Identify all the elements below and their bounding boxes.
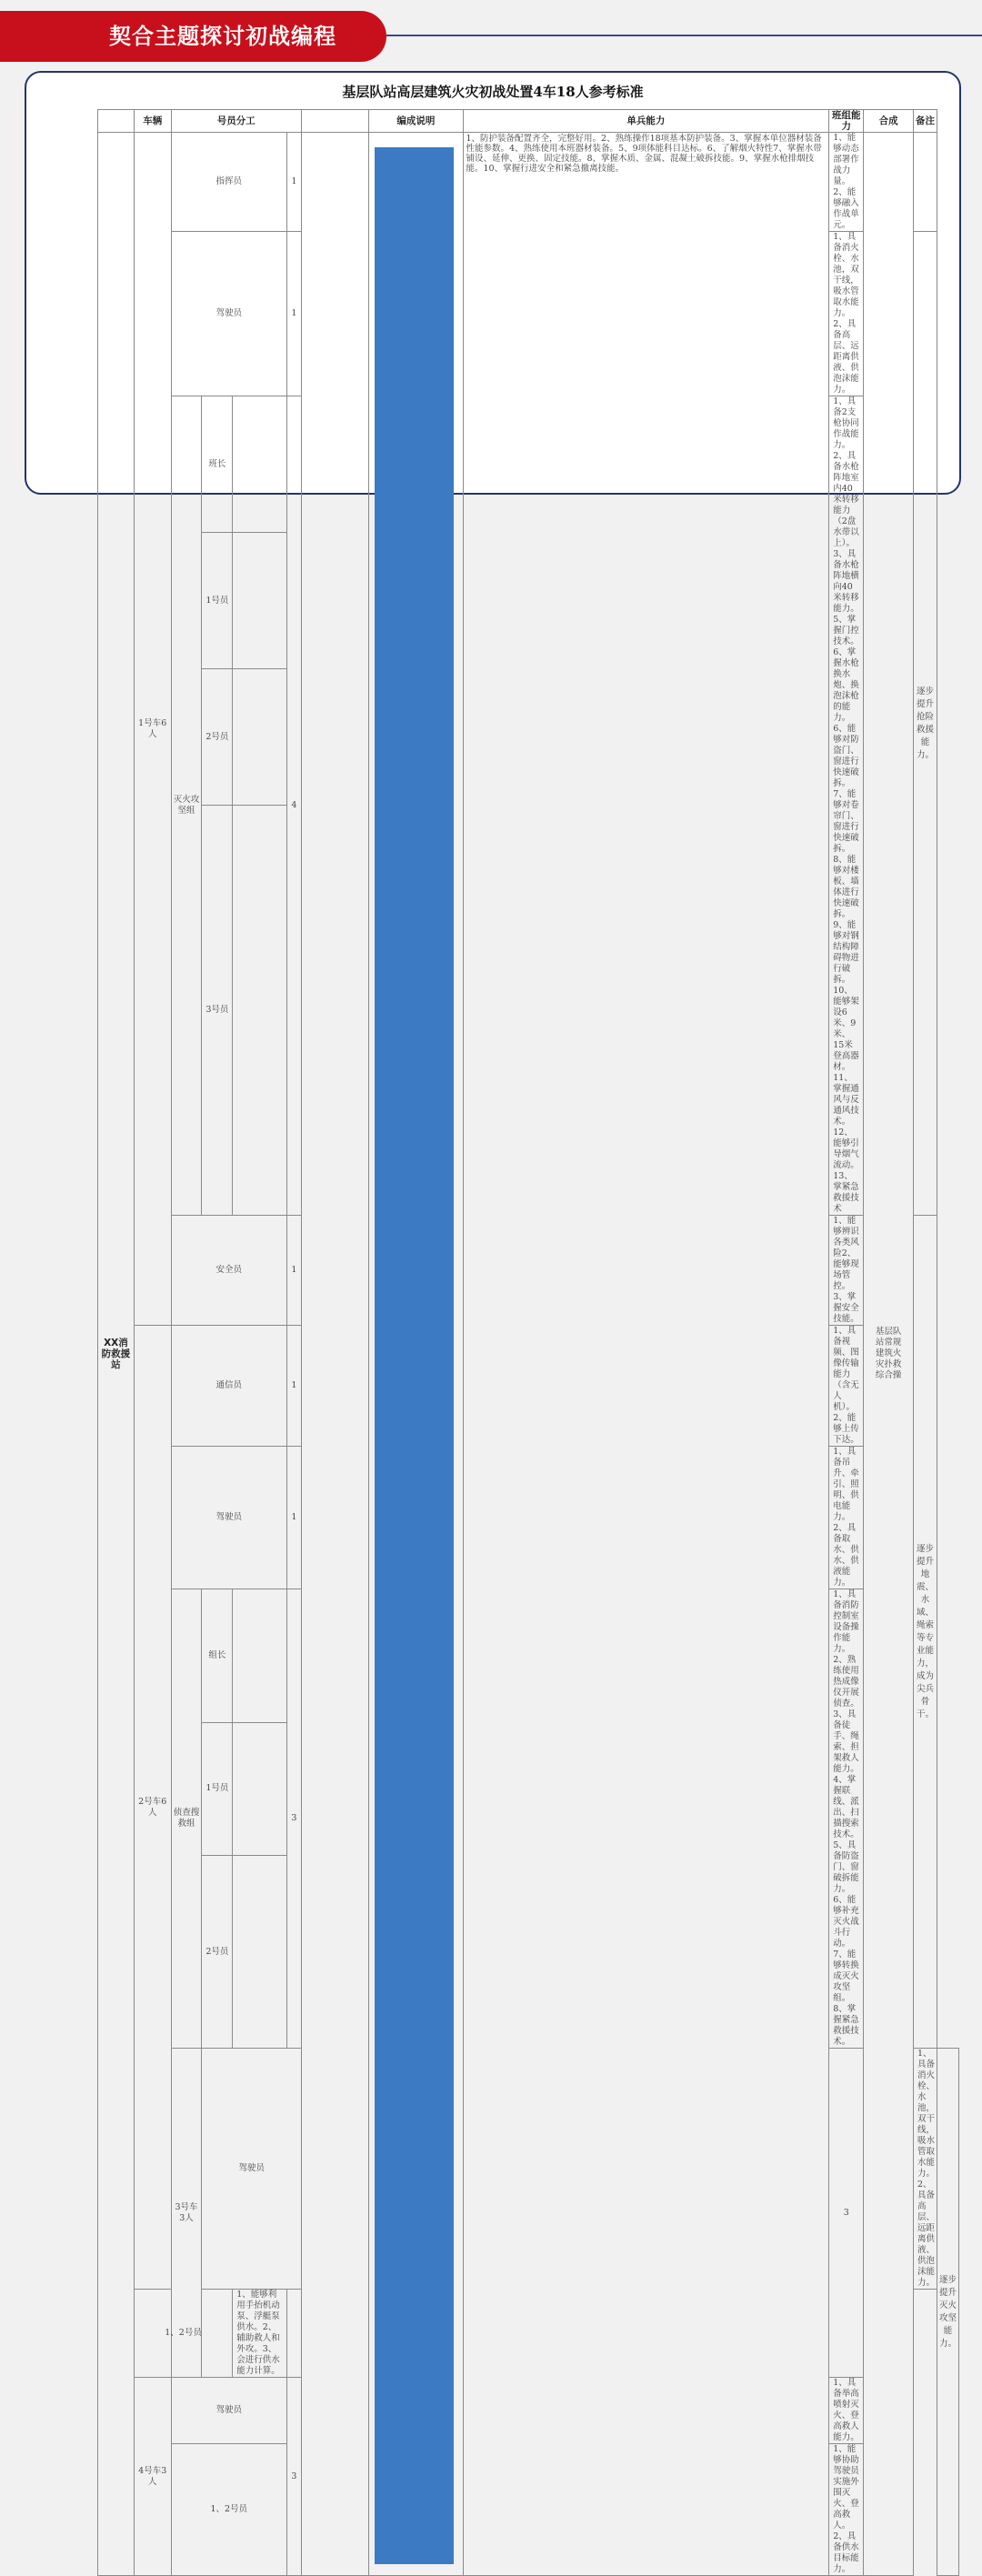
- empty-cell: [233, 1856, 287, 2049]
- header-compile: 编成说明: [369, 110, 463, 133]
- car2-group: 侦查搜救组: [171, 1589, 202, 2049]
- standards-table: [97, 109, 959, 2576]
- team-row-8: 1、具备消火栓、水池，双干线，吸水管取水能力。2、具备高层、远距离供液、供泡沫能力。: [914, 2049, 937, 2290]
- car1-label: 1号车6人: [134, 133, 171, 1326]
- team-row-5: 1、具备视频、图像传输能力（含无人机）。2、能够上传下达。: [829, 1326, 864, 1447]
- car3-count: 3: [829, 2049, 864, 2378]
- spacer-column: [301, 133, 368, 2576]
- car2-comm-count: 1: [286, 1326, 301, 1447]
- empty-cell: [233, 533, 287, 669]
- car2-driver: 驾驶员: [171, 1447, 286, 1589]
- car1-member-1: 1号员: [202, 533, 233, 669]
- team-row-3: 1、具备2支枪协同作战能力。2、具备水枪阵地室内40米转移能力（2盘水带以上）。3、具备水枪阵地横向40米转移能力。5、掌握门控技术。6、掌握水枪换水炮、换泡沫枪的能力。6、能够对防盗门、窗进行快速破拆。7、能够对卷帘门、窗进行快速破拆。8、能够对楼板、墙体进行快速破拆。9、能够对钢结构障碍物进行破拆。10、能够架设6米、9米、15米登高器材。11、掌握通风与反通风技术。12、能够引导烟气流动。13、掌紧急救援技术: [829, 396, 864, 1216]
- table-title: 基层队站高层建筑火灾初战处置4车18人参考标准: [342, 84, 644, 100]
- team-row-1: 1、能够动态部署作战力量。2、能够融入作战单元。: [829, 133, 864, 232]
- header-remark: 备注: [914, 110, 937, 133]
- team-row-6: 1、具备吊升、牵引、照明、供电能力。2、具备取水、供水、供液能力。: [829, 1447, 864, 1589]
- car3-driver: 驾驶员: [202, 2049, 301, 2290]
- header-spacer: [301, 110, 368, 133]
- car4-members: 1、2号员: [171, 2444, 286, 2576]
- header-team: 班组能力: [829, 110, 864, 133]
- car1-leader: 班长: [202, 396, 233, 533]
- table-container: [97, 109, 959, 2576]
- car4-label: 4号车3人: [134, 2378, 171, 2576]
- header-divider: [386, 35, 982, 36]
- compile-bar: [375, 147, 453, 2564]
- corner-cell: [98, 110, 135, 133]
- car1-driver-count: 1: [286, 232, 301, 396]
- car2-group-count: 3: [286, 1589, 301, 2049]
- car3-label: 3号车3人: [171, 2049, 202, 2378]
- car2-comm: 通信员: [171, 1326, 286, 1447]
- car2-safety-count: 1: [286, 1216, 301, 1326]
- page-title: 契合主题探讨初战编程: [109, 24, 336, 49]
- header-vehicle: 车辆: [134, 110, 171, 133]
- car2-safety: 安全员: [171, 1216, 286, 1326]
- content-card: [25, 71, 961, 2574]
- team-row-9: 1、能够利用手抬机动泵、浮艇泵供水。2、辅助救人和外攻。3、会进行供水能力计算。: [233, 2290, 287, 2378]
- remark-3: 逐步提升灭火攻坚能力。: [937, 2049, 959, 2576]
- station-name: XX消防救援站: [98, 133, 135, 2576]
- car1-commander-count: 1: [286, 133, 301, 232]
- car1-member-2: 2号员: [202, 669, 233, 806]
- header-individual: 单兵能力: [463, 110, 829, 133]
- car1-group-count: 4: [286, 396, 301, 1216]
- car2-label: 2号车6人: [134, 1326, 171, 2290]
- car1-group: 灭火攻坚组: [171, 396, 202, 1216]
- car1-member-3: 3号员: [202, 806, 233, 1216]
- car1-commander: 指挥员: [171, 133, 286, 232]
- car2-leader: 组长: [202, 1589, 233, 1723]
- header-member: 号员分工: [171, 110, 301, 133]
- empty-cell: [233, 669, 287, 806]
- car2-member-1: 1号员: [202, 1722, 233, 1856]
- team-row-4: 1、能够辨识各类风险2、能够现场管控。3、掌握安全技能。: [829, 1216, 864, 1326]
- remark-1: 逐步提升抢险救援能力。: [914, 232, 937, 1216]
- empty-cell: [233, 396, 287, 533]
- team-row-7: 1、具备消防控制室设备操作能力。2、熟练使用热成像仪开展侦查。3、具备徒手、绳索、担架救人能力。4、掌握联线、派出、扫描搜索技术。5、具备防盗门、窗破拆能力。6、能够补充灭火战斗行动。7、能够转换成灭火攻坚组。8、掌握紧急救援技术。: [829, 1589, 864, 2049]
- remark-empty: [914, 133, 937, 232]
- car3-members: 1、2号员: [134, 2290, 232, 2378]
- car4-count: 3: [286, 2378, 301, 2576]
- empty-cell: [233, 806, 287, 1216]
- title-banner: [0, 11, 386, 62]
- empty-cell: [233, 1589, 287, 1723]
- team-row-10: 1、具备举高喷射灭火、登高救人能力。: [829, 2378, 864, 2444]
- combine-text: 基层队站常规建筑火灾扑救综合操: [864, 133, 914, 2576]
- remark-2: 逐步提升地震、水域、绳索等专业能力，成为尖兵骨干。: [914, 1216, 937, 2049]
- car2-member-2: 2号员: [202, 1856, 233, 2049]
- compile-column: [369, 133, 463, 2576]
- car2-driver-count: 1: [286, 1447, 301, 1589]
- car1-driver: 驾驶员: [171, 232, 286, 396]
- individual-ability: 1、防护装备配置齐全，完整好用。2、熟练操作18项基本防护装备。3、掌握本单位器材装备性能参数。4、熟练使用本班器材装备。5、9项体能科目达标。6、了解烟火特性7、掌握水带铺设、延伸、更换、固定技能。8、掌握木质、金属、混凝土破拆技能。9、掌握水枪排烟技能。10、掌握行进安全和紧急撤离技能。: [463, 133, 829, 2576]
- header-combine: 合成: [864, 110, 914, 133]
- team-row-2: 1、具备消火栓、水池，双干线，吸水管取水能力。2、具备高层、远距离供液、供泡沫能力。: [829, 232, 864, 396]
- car4-driver: 驾驶员: [171, 2378, 286, 2444]
- team-row-11: 1、能够协助驾驶员实施外围灭火、登高救人。2、具备供水目标能力。: [829, 2444, 864, 2576]
- empty-cell: [233, 1722, 287, 1856]
